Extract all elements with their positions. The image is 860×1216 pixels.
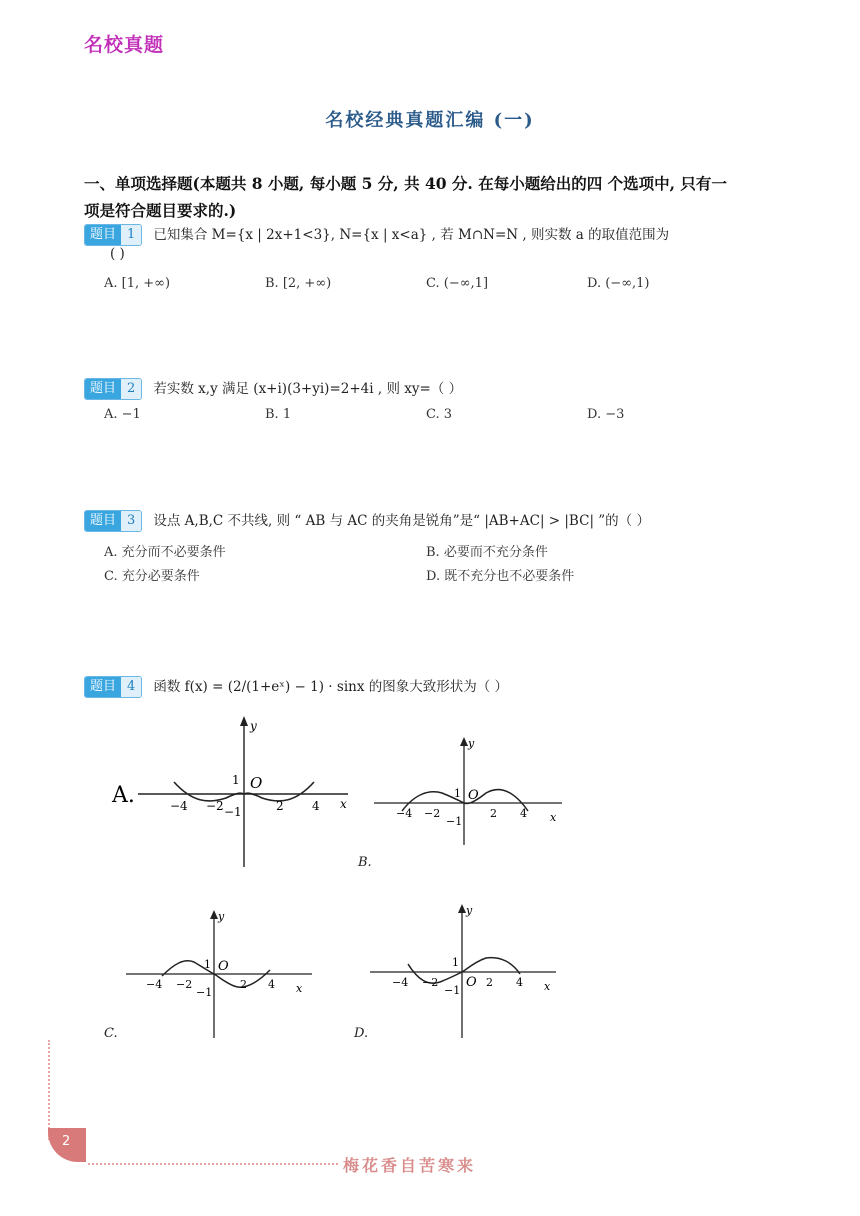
section-line-2: 项是符合题目要求的.) bbox=[84, 201, 237, 220]
tick-label: −2 bbox=[422, 976, 439, 989]
question-1-paren: ( ) bbox=[110, 246, 125, 262]
tick-label: −4 bbox=[146, 978, 163, 991]
x-axis-label: x bbox=[296, 982, 303, 995]
origin-label: O bbox=[250, 774, 263, 792]
tick-label: −1 bbox=[446, 815, 463, 828]
tick-label: 2 bbox=[276, 799, 284, 813]
tick-label: −4 bbox=[392, 976, 409, 989]
graph-d bbox=[366, 902, 566, 1042]
x-axis-label: x bbox=[550, 811, 557, 824]
question-word: 题目 bbox=[85, 677, 121, 697]
tick-label: 4 bbox=[312, 799, 320, 813]
option-d: D. 既不充分也不必要条件 bbox=[426, 569, 575, 584]
graph-letter: A. bbox=[112, 783, 135, 808]
question-4 bbox=[84, 675, 508, 698]
option-a: A. −1 bbox=[104, 407, 141, 422]
graph-letter: D. bbox=[354, 1026, 369, 1041]
question-word: 题目 bbox=[85, 225, 121, 245]
tick-label: 4 bbox=[516, 976, 523, 989]
footer-decoration-vertical bbox=[48, 1040, 50, 1140]
question-number: 1 bbox=[121, 225, 141, 245]
question-label bbox=[84, 510, 142, 532]
footer-slogan: 梅花香自苦寒来 bbox=[343, 1156, 477, 1175]
question-text: 已知集合 M={x | 2x+1<3}, N={x | x<a} , 若 M∩N=N , 则实数 a 的取值范围为 bbox=[153, 227, 670, 243]
tick-label: 1 bbox=[232, 773, 240, 787]
question-word: 题目 bbox=[85, 379, 121, 399]
option-b: B. 必要而不充分条件 bbox=[426, 545, 548, 560]
header-tag: 名校真题 bbox=[84, 34, 165, 56]
tick-label: −2 bbox=[176, 978, 193, 991]
section-line-1: 一、单项选择题(本题共 8 小题, 每小题 5 分, 共 40 分. 在每小题给出的四 个选项中, 只有一 bbox=[84, 174, 727, 193]
option-b: B. 1 bbox=[265, 407, 292, 422]
tick-label: 2 bbox=[490, 807, 497, 820]
tick-label: −2 bbox=[424, 807, 441, 820]
tick-label: 1 bbox=[204, 958, 211, 971]
option-b: B. [2, +∞) bbox=[265, 276, 332, 291]
y-axis-label: y bbox=[468, 737, 475, 750]
question-label bbox=[84, 676, 142, 698]
question-label bbox=[84, 378, 142, 400]
tick-label: −1 bbox=[444, 984, 461, 997]
y-axis-label: y bbox=[466, 904, 473, 917]
option-a: A. [1, +∞) bbox=[104, 276, 171, 291]
graph-c bbox=[122, 908, 322, 1043]
origin-label: O bbox=[466, 975, 477, 990]
graph-a bbox=[108, 712, 358, 872]
document-title: 名校经典真题汇编 (一) bbox=[325, 110, 535, 131]
question-text: 函数 f(x) = (2/(1+eˣ) − 1) · sinx 的图象大致形状为（ ） bbox=[153, 679, 509, 695]
tick-label: 2 bbox=[486, 976, 493, 989]
question-3 bbox=[84, 509, 650, 532]
question-label bbox=[84, 224, 142, 246]
tick-label: −1 bbox=[196, 986, 213, 999]
option-c: C. 充分必要条件 bbox=[104, 569, 200, 584]
option-d: D. −3 bbox=[587, 407, 625, 422]
x-axis-label: x bbox=[544, 980, 551, 993]
tick-label: −4 bbox=[170, 799, 188, 813]
option-d: D. (−∞,1) bbox=[587, 276, 650, 291]
question-text: 若实数 x,y 满足 (x+i)(3+yi)=2+4i , 则 xy=（ ） bbox=[153, 381, 463, 397]
footer-decoration-horizontal bbox=[88, 1163, 338, 1165]
tick-label: 1 bbox=[454, 787, 461, 800]
tick-label: 4 bbox=[268, 978, 275, 991]
y-axis-label: y bbox=[250, 719, 257, 733]
tick-label: −1 bbox=[224, 805, 242, 819]
section-heading bbox=[84, 170, 784, 224]
tick-label: −2 bbox=[206, 799, 224, 813]
origin-label: O bbox=[468, 788, 479, 803]
question-word: 题目 bbox=[85, 511, 121, 531]
graph-b bbox=[368, 735, 568, 875]
tick-label: −4 bbox=[396, 807, 413, 820]
graph-letter: B. bbox=[358, 855, 372, 870]
question-number: 3 bbox=[121, 511, 141, 531]
question-2 bbox=[84, 377, 462, 400]
question-number: 2 bbox=[121, 379, 141, 399]
page-number: 2 bbox=[62, 1134, 71, 1149]
option-c: C. (−∞,1] bbox=[426, 276, 489, 291]
question-text: 设点 A,B,C 不共线, 则 “ AB 与 AC 的夹角是锐角”是“ |AB+AC| > |BC| ”的（ ） bbox=[153, 513, 650, 529]
question-number: 4 bbox=[121, 677, 141, 697]
y-axis-label: y bbox=[218, 910, 225, 923]
tick-label: 1 bbox=[452, 956, 459, 969]
x-axis-label: x bbox=[340, 797, 347, 811]
tick-label: 4 bbox=[520, 807, 527, 820]
tick-label: 2 bbox=[240, 978, 247, 991]
graph-letter: C. bbox=[104, 1026, 118, 1041]
origin-label: O bbox=[218, 959, 229, 974]
question-1 bbox=[84, 223, 669, 246]
option-a: A. 充分而不必要条件 bbox=[104, 545, 226, 560]
option-c: C. 3 bbox=[426, 407, 453, 422]
